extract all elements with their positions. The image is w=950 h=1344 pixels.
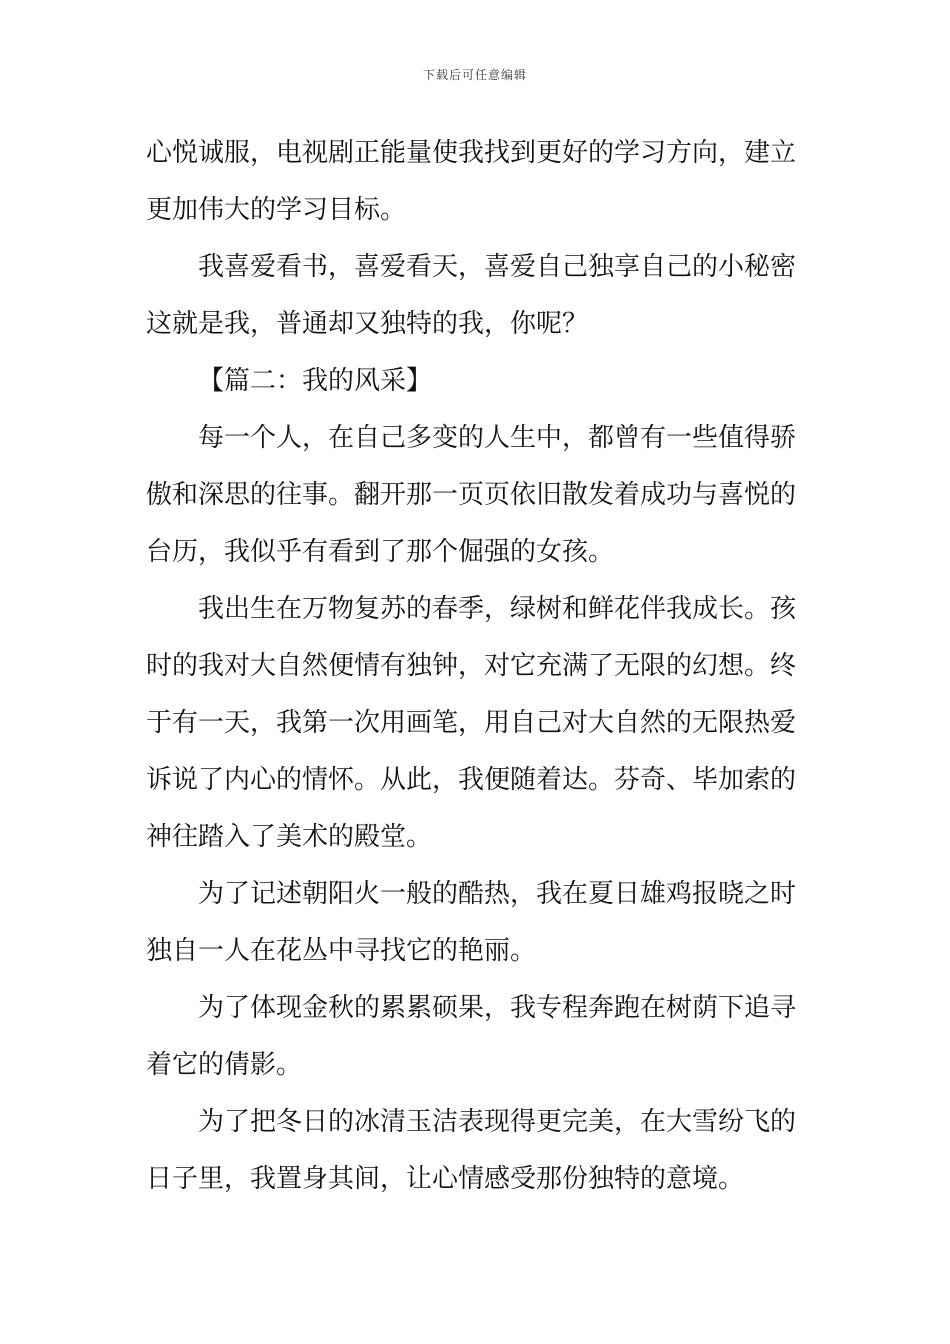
text-line: 心悦诚服，电视剧正能量使我找到更好的学习方向，建立 (146, 138, 797, 168)
text-line: 更加伟大的学习目标。 (146, 195, 407, 225)
page-header: 下载后可任意编辑 (422, 68, 527, 82)
text-line: 这就是我，普通却又独特的我，你呢？ (146, 309, 589, 339)
text-line: 诉说了内心的情怀。从此，我便随着达。芬奇、毕加索的 (146, 765, 797, 795)
paragraph-start-line: 我喜爱看书，喜爱看天，喜爱自己独享自己的小秘密 (198, 252, 797, 282)
text-line: 台历，我似乎有看到了那个倔强的女孩。 (146, 537, 615, 567)
paragraph-start-line: 我出生在万物复苏的春季，绿树和鲜花伴我成长。孩 (198, 594, 797, 624)
paragraph-start-line: 每一个人，在自己多变的人生中，都曾有一些值得骄 (198, 423, 797, 453)
text-line: 傲和深思的往事。翻开那一页页依旧散发着成功与喜悦的 (146, 480, 797, 510)
paragraph-start-line: 为了把冬日的冰清玉洁表现得更完美，在大雪纷飞的 (198, 1107, 797, 1137)
text-line: 独自一人在花丛中寻找它的艳丽。 (146, 936, 537, 966)
text-line: 时的我对大自然便情有独钟，对它充满了无限的幻想。终 (146, 651, 797, 681)
text-line: 日子里，我置身其间，让心情感受那份独特的意境。 (146, 1164, 745, 1194)
text-line: 于有一天，我第一次用画笔，用自己对大自然的无限热爱 (146, 708, 797, 738)
section-heading: 【篇二：我的风采】 (198, 366, 433, 396)
text-line: 神往踏入了美术的殿堂。 (146, 822, 433, 852)
text-line: 着它的倩影。 (146, 1050, 303, 1080)
paragraph-start-line: 为了记述朝阳火一般的酷热，我在夏日雄鸡报晓之时 (198, 879, 797, 909)
paragraph-start-line: 为了体现金秋的累累硕果，我专程奔跑在树荫下追寻 (198, 993, 797, 1023)
document-body (146, 125, 808, 1208)
